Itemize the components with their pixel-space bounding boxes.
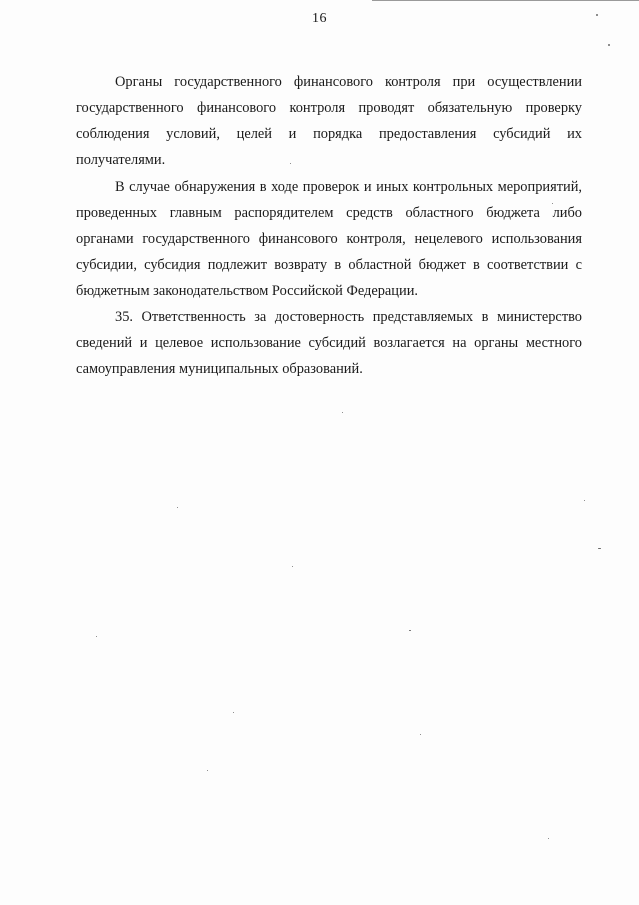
scan-speck	[177, 507, 178, 508]
paragraph-control-bodies: Органы государственного финансового контроля при осуществлении государственного финансового контроля проводят обязательную проверку соблюдения условий, целей и порядка предоставления субсидий их получателями.	[76, 74, 582, 168]
scan-speck	[409, 630, 411, 631]
scan-speck	[608, 44, 610, 46]
page-number: 16	[312, 11, 327, 26]
scan-speck	[290, 163, 291, 164]
scan-speck	[584, 500, 585, 501]
scan-speck	[596, 14, 598, 16]
scan-speck	[598, 548, 601, 549]
scan-speck	[420, 734, 421, 735]
scan-edge-line	[372, 0, 639, 1]
paragraph-misuse-refund: В случае обнаружения в ходе проверок и иных контрольных мероприятий, проведенных главным распорядителем средств областного бюджета либо органами государственного финансового контроля, нецелевого использования субсидии, субсидия подлежит возврату в областной бюджет в соответствии с бюджетным законодательством Российской Федерации.	[76, 179, 582, 299]
scan-speck	[342, 412, 343, 413]
scan-speck	[233, 712, 234, 713]
scan-speck	[552, 203, 553, 204]
scan-speck	[207, 770, 208, 771]
paragraph-35-responsibility: 35. Ответственность за достоверность представляемых в министерство сведений и целевое использование субсидий возлагается на органы местного самоуправления муниципальных образований.	[76, 309, 582, 377]
scan-speck	[292, 566, 293, 567]
scan-speck	[548, 838, 549, 839]
scan-speck	[96, 636, 97, 637]
